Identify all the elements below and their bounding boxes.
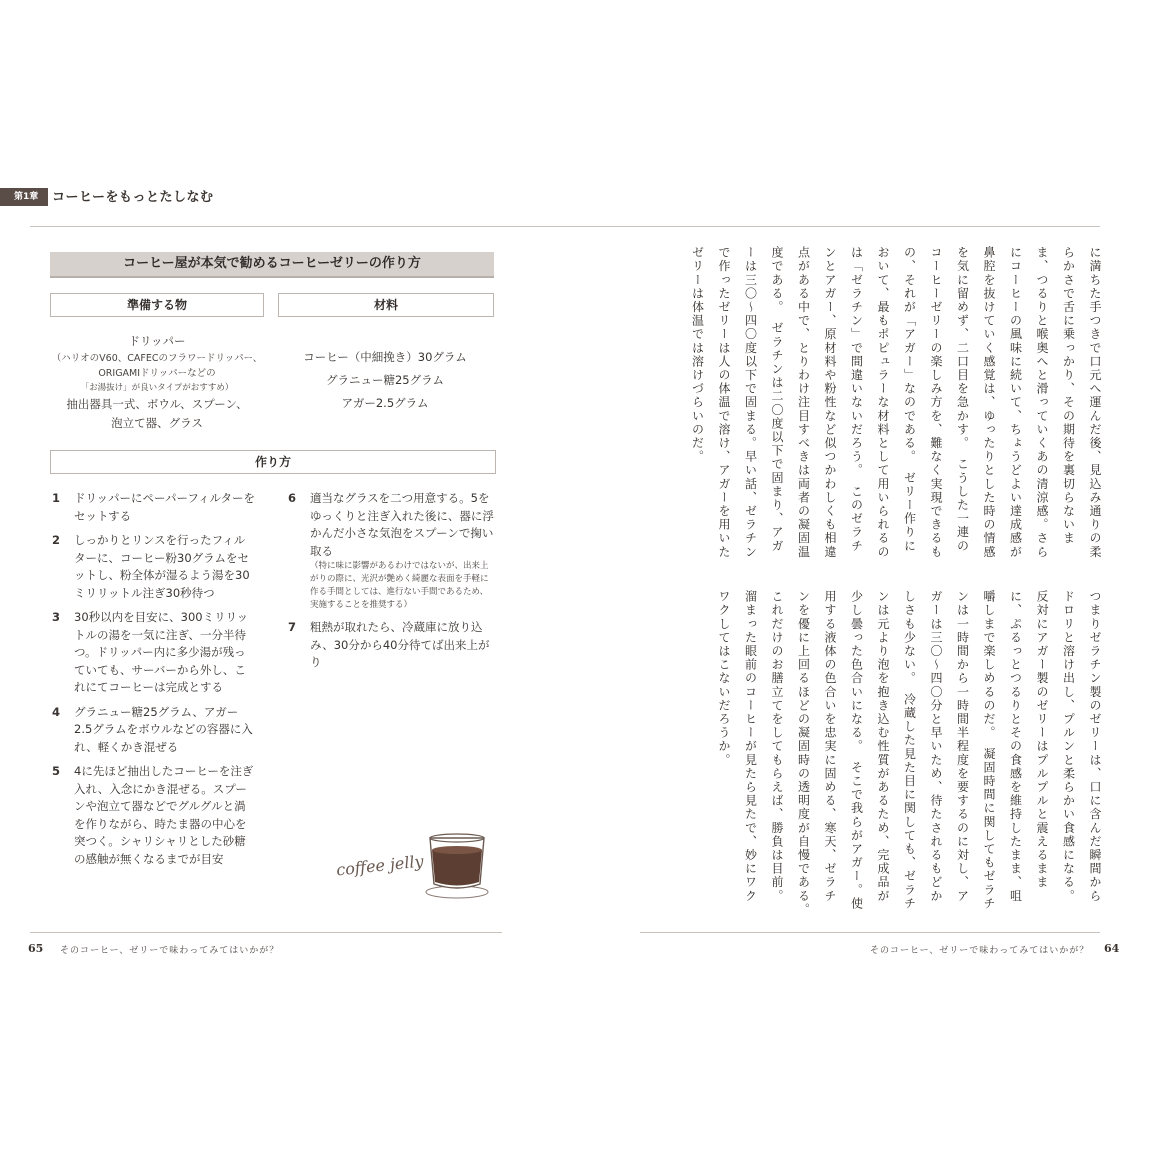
page-number: 64 (1104, 942, 1120, 955)
method-step (52, 490, 256, 525)
step-text: 適当なグラスを二つ用意する。5をゆっくりと注ぎ入れた後に、器に浮かんだ小さな気泡をスプーンで掬い取る (310, 491, 494, 558)
step-number: 7 (288, 620, 297, 634)
footer-divider (30, 932, 502, 933)
tool-item: ドリッパー (128, 334, 186, 348)
coffee-jelly-lettering: coffee jelly (335, 851, 425, 880)
step-note: （特に味に影響があるわけではないが、出来上がりの際に、光沢が艶めく綺麗な表面を手軽に作る手間としては、進行ない手間であるため、実施することを推奨する） (310, 561, 489, 610)
chapter-title: コーヒーをもっとたしなむ (52, 190, 214, 205)
running-footer: そのコーヒー、ゼリーで味わってみてはいかが？ (60, 946, 280, 956)
step-text: 30秒以内を目安に、300ミリリットルの湯を一気に注ぎ、一分半待つ。ドリッパー内に多少湯が残っていても、サーバーから外し、これにてコーヒーは完成とする (74, 610, 249, 694)
tool-note: 「お湯抜け」が良いタイプがおすすめ） (80, 383, 234, 393)
step-number: 2 (52, 533, 61, 547)
ingredient-item: コーヒー（中細挽き）30グラム (303, 350, 467, 364)
body-text-upper: に満ちた手つきで口元へ運んだ後、見込み通りの柔らかさで舌に乗っかり、その期待を裏切らないまま、つるりと喉奥へと滑っていくあの清涼感。さらにコーヒーの風味に続いて、ちょうどよい達成感が鼻腔を抜けていく感覚は、ゆったりとした時の情感を気に留めず、二口目を急かす。 こうした一連のコーヒーゼリーの楽しみ方を、難なく実現できるもの、それが「アガー」なのである。 ゼリー作りにおいて、最もポピュラーな材料として用いられるのは「ゼラチン」で間違いないだろう。 このゼラチンとアガー、原材料や粉性など似つかわしくも相違点がある中で、とりわけ注目すべきは両者の凝固温度である。 ゼラチンは二〇度以下で固まり、アガーは三〇〜四〇度以下で固まる。早い話、ゼラチンで作ったゼリーは人の体温で溶け、アガーを用いたゼリーは体温では溶けづらいのだ。 (690, 246, 1102, 559)
method-step (52, 532, 256, 602)
tool-item: 泡立て器、グラス (111, 416, 203, 430)
method-heading: 作り方 (50, 450, 496, 474)
method-step (288, 619, 494, 672)
page-number: 65 (28, 942, 44, 955)
step-text: しっかりとリンスを行ったフィルターに、コーヒー粉30グラムをセットし、粉全体が湿るよう湯を30ミリリットル注ぎ30秒待つ (74, 533, 250, 600)
coffee-cup-icon (420, 826, 494, 900)
tool-item: 抽出器具一式、ボウル、スプーン、 (66, 397, 248, 411)
step-number: 3 (52, 610, 61, 624)
ingredients-list (278, 346, 492, 415)
method-column-left (52, 490, 256, 875)
step-text: グラニュー糖25グラム、アガー2.5グラムをボウルなどの容器に入れ、軽くかき混ぜる (74, 704, 253, 754)
ingredient-item: アガー2.5グラム (341, 396, 429, 410)
step-text: 粗熱が取れたら、冷蔵庫に放り込み、30分から40分待てば出来上がり (310, 620, 490, 669)
tools-heading: 準備する物 (50, 293, 264, 317)
tool-note: （ハリオのV60、CAFECのフラワードリッパー、ORIGAMIドリッパーなどの (51, 353, 263, 379)
method-step (288, 490, 494, 612)
recipe-title: コーヒー屋が本気で勧めるコーヒーゼリーの作り方 (50, 252, 494, 278)
step-number: 1 (52, 491, 61, 505)
step-number: 6 (288, 491, 297, 505)
step-text: 4に先ほど抽出したコーヒーを注ぎ入れ、入念にかき混ぜる。スプーンや泡立て器などでグルグルと渦を作りながら、時たま器の中心を突つく。シャリシャリとした砂糖の感触が無くなるまでが目安 (74, 764, 254, 866)
ingredient-item: グラニュー糖25グラム (325, 373, 445, 387)
method-step (52, 609, 256, 697)
footer-divider (640, 932, 1100, 933)
step-number: 4 (52, 704, 61, 719)
step-text: ドリッパーにペーパーフィルターをセットする (74, 491, 256, 523)
tools-list (50, 332, 264, 433)
ingredients-heading: 材料 (278, 293, 494, 317)
method-step (52, 704, 256, 757)
method-column-right (288, 490, 494, 679)
header-divider (30, 226, 1100, 227)
running-footer: そのコーヒー、ゼリーで味わってみてはいかが？ (870, 946, 1090, 956)
method-step (52, 763, 256, 868)
step-number: 5 (52, 764, 61, 778)
chapter-mark: 第1章 (14, 192, 39, 202)
body-text-lower: つまりゼラチン製のゼリーは、口に含んだ瞬間からドロリと溶け出し、プルンと柔らかい食感になる。反対にアガー製のゼリーはプルプルと震えるままに、ぷるっとつるりとその食感を維持したまま、咀嚼しまで楽しめるのだ。 凝固時間に関してもゼラチンは一時間から一時間半程度を要するのに対し、アガーは三〇〜四〇分と早いため、待たされるもどかしさも少ない。 冷蔵した見た目に関しても、ゼラチンは元より泡を抱き込む性質があるため、完成品が少し曇った色合いになる。 そこで我らがアガー。使用する液体の色合いを忠実に固める、寒天、ゼラチンを優に上回るほどの凝固時の透明度が自慢である。 これだけのお膳立てをしてもらえば、勝負は目前。溜まった眼前のコーヒーが見たら見たで、妙にワクワクしてはこないだろうか。 (717, 590, 1102, 925)
